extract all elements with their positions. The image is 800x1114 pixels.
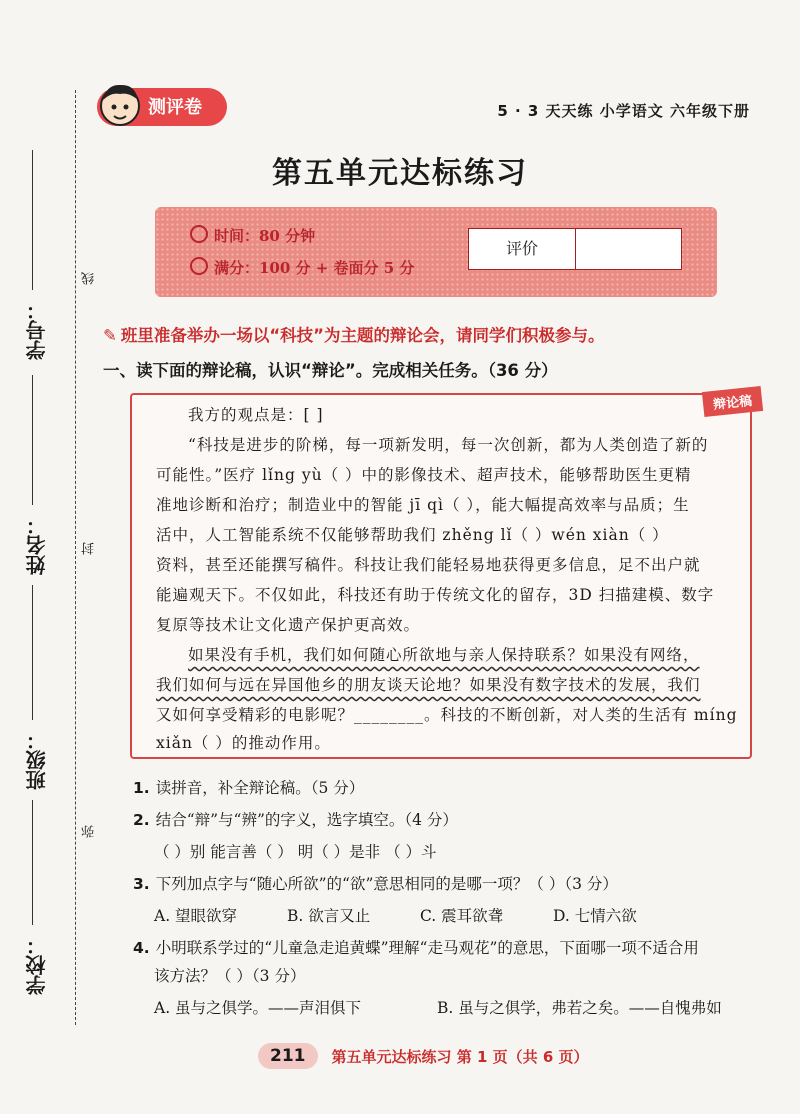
seal-char-xian: 线 [82, 272, 97, 285]
cartoon-face-icon [97, 80, 143, 130]
question-3-option-a[interactable]: A. 望眼欲穿 [154, 907, 238, 925]
series-info: 5 · 3 天天练 小学语文 六年级下册 [497, 102, 750, 120]
page-title: 第五单元达标练习 [272, 156, 528, 191]
seal-char-feng: 封 [82, 542, 97, 555]
question-3-option-b[interactable]: B. 欲言又止 [287, 907, 371, 925]
essay-wavy-line: 我们如何与远在异国他乡的朋友谈天论地？如果没有数字技术的发展，我们 [156, 676, 701, 694]
name-label: 姓名： [25, 515, 49, 575]
school-label: 学校： [25, 935, 49, 995]
essay-line: 准地诊断和治疗；制造业中的智能 jī qì（ ），能大幅提高效率与品质；生 [156, 496, 690, 514]
check-icon [190, 257, 208, 275]
score-text: 满分：100 分 + 卷面分 5 分 [214, 259, 415, 277]
question-3-option-c[interactable]: C. 震耳欲聋 [420, 907, 504, 925]
evaluation-field[interactable] [576, 229, 681, 269]
essay-tag: 辩论稿 [702, 386, 763, 417]
time-row [190, 225, 315, 246]
clock-icon [190, 225, 208, 243]
class-label: 班级： [25, 730, 49, 790]
name-field[interactable] [32, 375, 33, 505]
question-2-blanks[interactable]: （ ）别 能言善（ ） 明（ ）是非 （ ）斗 [154, 843, 437, 861]
question-1: 1. 读拼音，补全辩论稿。（5 分） [133, 779, 365, 797]
question-4-option-a[interactable]: A. 虽与之俱学。——声泪俱下 [154, 999, 362, 1017]
seal-char-mi: 弥 [82, 825, 97, 838]
evaluation-label: 评价 [469, 229, 576, 269]
essay-line: 又如何享受精彩的电影呢？________。科技的不断创新，对人类的生活有 míng [156, 706, 738, 724]
essay-line: 我方的观点是：[ ] [188, 406, 324, 424]
essay-line: xiǎn（ ）的推动作用。 [156, 734, 331, 752]
question-3: 3. 下列加点字与“随心所欲”的“欲”意思相同的是哪一项？（ ）（3 分） [133, 875, 618, 893]
binding-dashed-line [75, 90, 76, 1025]
scenario-intro: ✎ 班里准备举办一场以“科技”为主题的辩论会，请同学们积极参与。 [103, 326, 605, 345]
score-row [190, 257, 414, 278]
essay-line: 能遍观天下。不仅如此，科技还有助于传统文化的留存，3D 扫描建模、数字 [156, 586, 715, 604]
question-4-option-b[interactable]: B. 虽与之俱学，弗若之矣。——自愧弗如 [437, 999, 722, 1017]
essay-line: 可能性。”医疗 lǐng yù（ ）中的影像技术、超声技术，能够帮助医生更精 [156, 466, 692, 484]
badge-label: 测评卷 [148, 97, 202, 118]
question-4-continued: 该方法？（ ）（3 分） [154, 967, 306, 985]
essay-line: “科技是进步的阶梯，每一项新发明，每一次创新，都为人类创造了新的 [188, 436, 709, 454]
debate-essay-box [130, 393, 752, 759]
class-field[interactable] [32, 585, 33, 720]
page-footer [258, 1043, 589, 1069]
question-3-option-d[interactable]: D. 七情六欲 [553, 907, 637, 925]
exam-info-box [155, 207, 717, 297]
student-id-label: 学号： [25, 300, 49, 360]
page-number: 211 [258, 1043, 318, 1069]
essay-line: 资料，甚至还能撰写稿件。科技让我们能轻易地获得更多信息，足不出户就 [156, 556, 701, 574]
time-text: 时间：80 分钟 [214, 227, 316, 245]
question-4: 4. 小明联系学过的“儿童急走追黄蝶”理解“走马观花”的意思，下面哪一项不适合用 [133, 939, 699, 957]
school-field[interactable] [32, 800, 33, 925]
essay-line: 复原等技术让文化遗产保护更高效。 [156, 616, 421, 634]
essay-wavy-line: 如果没有手机，我们如何随心所欲地与亲人保持联系？如果没有网络， [188, 646, 700, 664]
footer-text: 第五单元达标练习 第 1 页（共 6 页） [331, 1047, 589, 1066]
essay-line: 活中，人工智能系统不仅能够帮助我们 zhěng lǐ（ ）wén xiàn（ ） [156, 526, 669, 544]
section-1-heading: 一、读下面的辩论稿，认识“辩论”。完成相关任务。（36 分） [103, 361, 558, 380]
pencil-icon: ✎ [103, 326, 117, 345]
question-2: 2. 结合“辩”与“辨”的字义，选字填空。（4 分） [133, 811, 458, 829]
evaluation-table [468, 228, 682, 270]
